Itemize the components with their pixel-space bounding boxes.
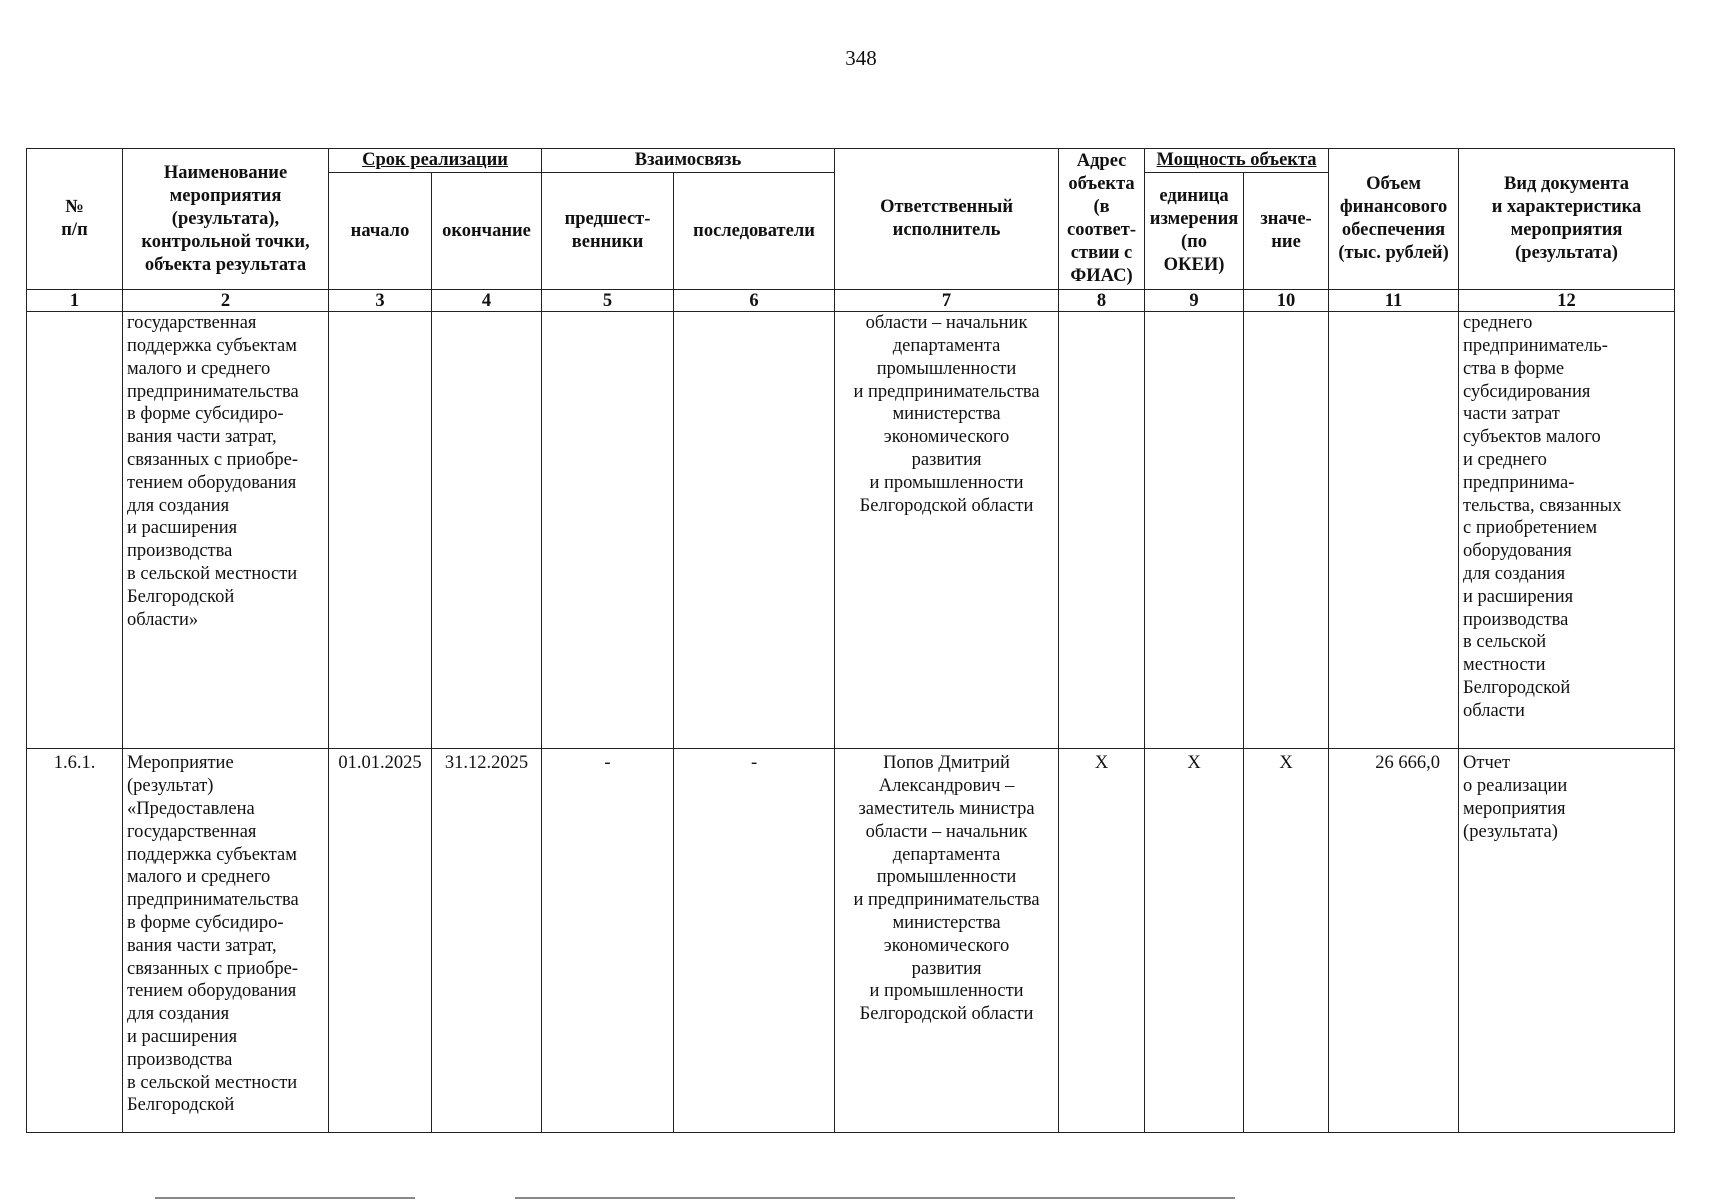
column-number: 4 [432, 290, 542, 312]
column-number: 2 [123, 290, 329, 312]
cell-name: государственная поддержка субъектам малого и среднего предпринимательства в форме субсидиро- вания части затрат, связанных с приобре- тением оборудования для создания и расширения производства в сельской местности Белгородской области» [123, 312, 329, 749]
cell-successors [674, 312, 835, 749]
column-number: 11 [1329, 290, 1459, 312]
cell-start [329, 312, 432, 749]
column-number: 10 [1244, 290, 1329, 312]
scan-edge-line [515, 1197, 1235, 1199]
cell-name: Мероприятие (результат) «Предоставлена государственная поддержка субъектам малого и среднего предпринимательства в форме субсидиро- вания части затрат, связанных с приобре- тением оборудования для создания и расширения производства в сельской местности Белгородской [123, 749, 329, 1133]
column-number: 3 [329, 290, 432, 312]
column-number: 6 [674, 290, 835, 312]
table-row-1-6-1 [27, 749, 1675, 1133]
table-header [27, 149, 1675, 290]
cell-end: 31.12.2025 [432, 749, 542, 1133]
cell-predecessors [542, 312, 674, 749]
column-number: 8 [1059, 290, 1145, 312]
header-term-group: Срок реализации [329, 149, 542, 173]
header-term-start: начало [329, 173, 432, 290]
header-predecessors: предшест- венники [542, 173, 674, 290]
cell-start: 01.01.2025 [329, 749, 432, 1133]
header-unit: единица измерения (по ОКЕИ) [1145, 173, 1244, 290]
cell-value [1244, 312, 1329, 749]
header-num: № п/п [27, 149, 123, 290]
cell-doc: Отчет о реализации мероприятия (результата) [1459, 749, 1675, 1133]
cell-finance: 26 666,0 [1329, 749, 1459, 1133]
column-number: 1 [27, 290, 123, 312]
scan-edge-line [155, 1197, 415, 1199]
cell-unit: X [1145, 749, 1244, 1133]
cell-address [1059, 312, 1145, 749]
column-numbers-row [27, 290, 1675, 312]
table-row-continuation [27, 312, 1675, 749]
cell-value: X [1244, 749, 1329, 1133]
header-value: значе- ние [1244, 173, 1329, 290]
cell-executor: Попов Дмитрий Александрович – заместитель министра области – начальник департамента промышленности и предпринимательства министерства экономического развития и промышленности Белгородской области [835, 749, 1059, 1133]
column-number: 5 [542, 290, 674, 312]
page-number: 348 [845, 46, 877, 70]
header-link-group: Взаимосвязь [542, 149, 835, 173]
header-name: Наименование мероприятия (результата), контрольной точки, объекта результата [123, 149, 329, 290]
column-number: 9 [1145, 290, 1244, 312]
header-doc: Вид документа и характеристика мероприятия (результата) [1459, 149, 1675, 290]
cell-num: 1.6.1. [27, 749, 123, 1133]
cell-executor: области – начальник департамента промышленности и предпринимательства министерства экономического развития и промышленности Белгородской области [835, 312, 1059, 749]
cell-finance [1329, 312, 1459, 749]
activity-plan-table [26, 148, 1675, 1133]
cell-end [432, 312, 542, 749]
cell-unit [1145, 312, 1244, 749]
cell-address: X [1059, 749, 1145, 1133]
header-term-end: окончание [432, 173, 542, 290]
cell-successors: - [674, 749, 835, 1133]
column-number: 12 [1459, 290, 1675, 312]
column-number: 7 [835, 290, 1059, 312]
cell-predecessors: - [542, 749, 674, 1133]
cell-num [27, 312, 123, 749]
header-successors: последователи [674, 173, 835, 290]
header-capacity-group: Мощность объекта [1145, 149, 1329, 173]
header-executor: Ответственный исполнитель [835, 149, 1059, 290]
header-finance: Объем финансового обеспечения (тыс. рублей) [1329, 149, 1459, 290]
header-address: Адрес объекта (в соответ- ствии с ФИАС) [1059, 149, 1145, 290]
cell-doc: среднего предприниматель- ства в форме субсидирования части затрат субъектов малого и среднего предпринима- тельства, связанных с приобретением оборудования для создания и расширения производства в сельской местности Белгородской области [1459, 312, 1675, 749]
